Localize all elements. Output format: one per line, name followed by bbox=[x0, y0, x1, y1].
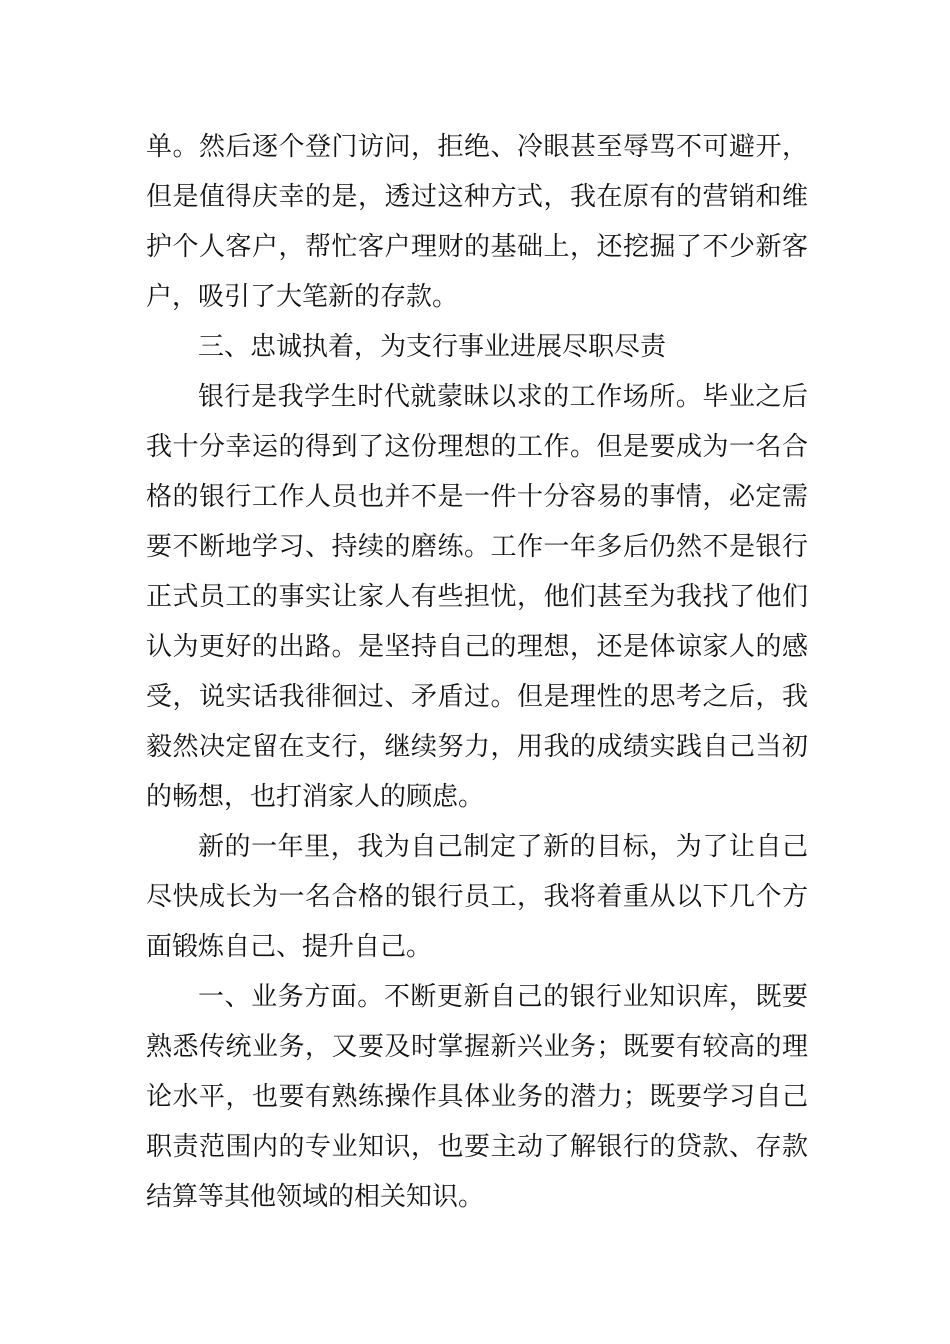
paragraph-bank-career: 银行是我学生时代就蒙昧以求的工作场所。毕业之后我十分幸运的得到了这份理想的工作。但是要成为一名合格的银行工作人员也并不是一件十分容易的事情，必定需要不断地学习、持续的磨练。工作一年多后仍然不是银行正式员工的事实让家人有些担忧，他们甚至为我找了他们认为更好的出路。是坚持自己的理想，还是体谅家人的感受，说实话我徘徊过、矛盾过。但是理性的思考之后，我毅然决定留在支行，继续努力，用我的成绩实践自己当初的畅想，也打消家人的顾虑。 bbox=[146, 382, 808, 812]
document-page bbox=[146, 122, 808, 1222]
section-heading-three: 三、忠诚执着，为支行事业进展尽职尽责 bbox=[198, 332, 667, 362]
paragraph-new-year-goals: 新的一年里，我为自己制定了新的目标，为了让自己尽快成长为一名合格的银行员工，我将着重从以下几个方面锻炼自己、提升自己。 bbox=[146, 832, 808, 962]
paragraph-business-aspect: 一、业务方面。不断更新自己的银行业知识库，既要熟悉传统业务，又要及时掌握新兴业务；既要有较高的理论水平，也要有熟练操作具体业务的潜力；既要学习自己职责范围内的专业知识，也要主动了解银行的贷款、存款结算等其他领域的相关知识。 bbox=[146, 982, 808, 1212]
paragraph-continuation: 单。然后逐个登门访问，拒绝、冷眼甚至辱骂不可避开，但是值得庆幸的是，透过这种方式，我在原有的营销和维护个人客户，帮忙客户理财的基础上，还挖掘了不少新客户，吸引了大笔新的存款。 bbox=[146, 132, 808, 312]
